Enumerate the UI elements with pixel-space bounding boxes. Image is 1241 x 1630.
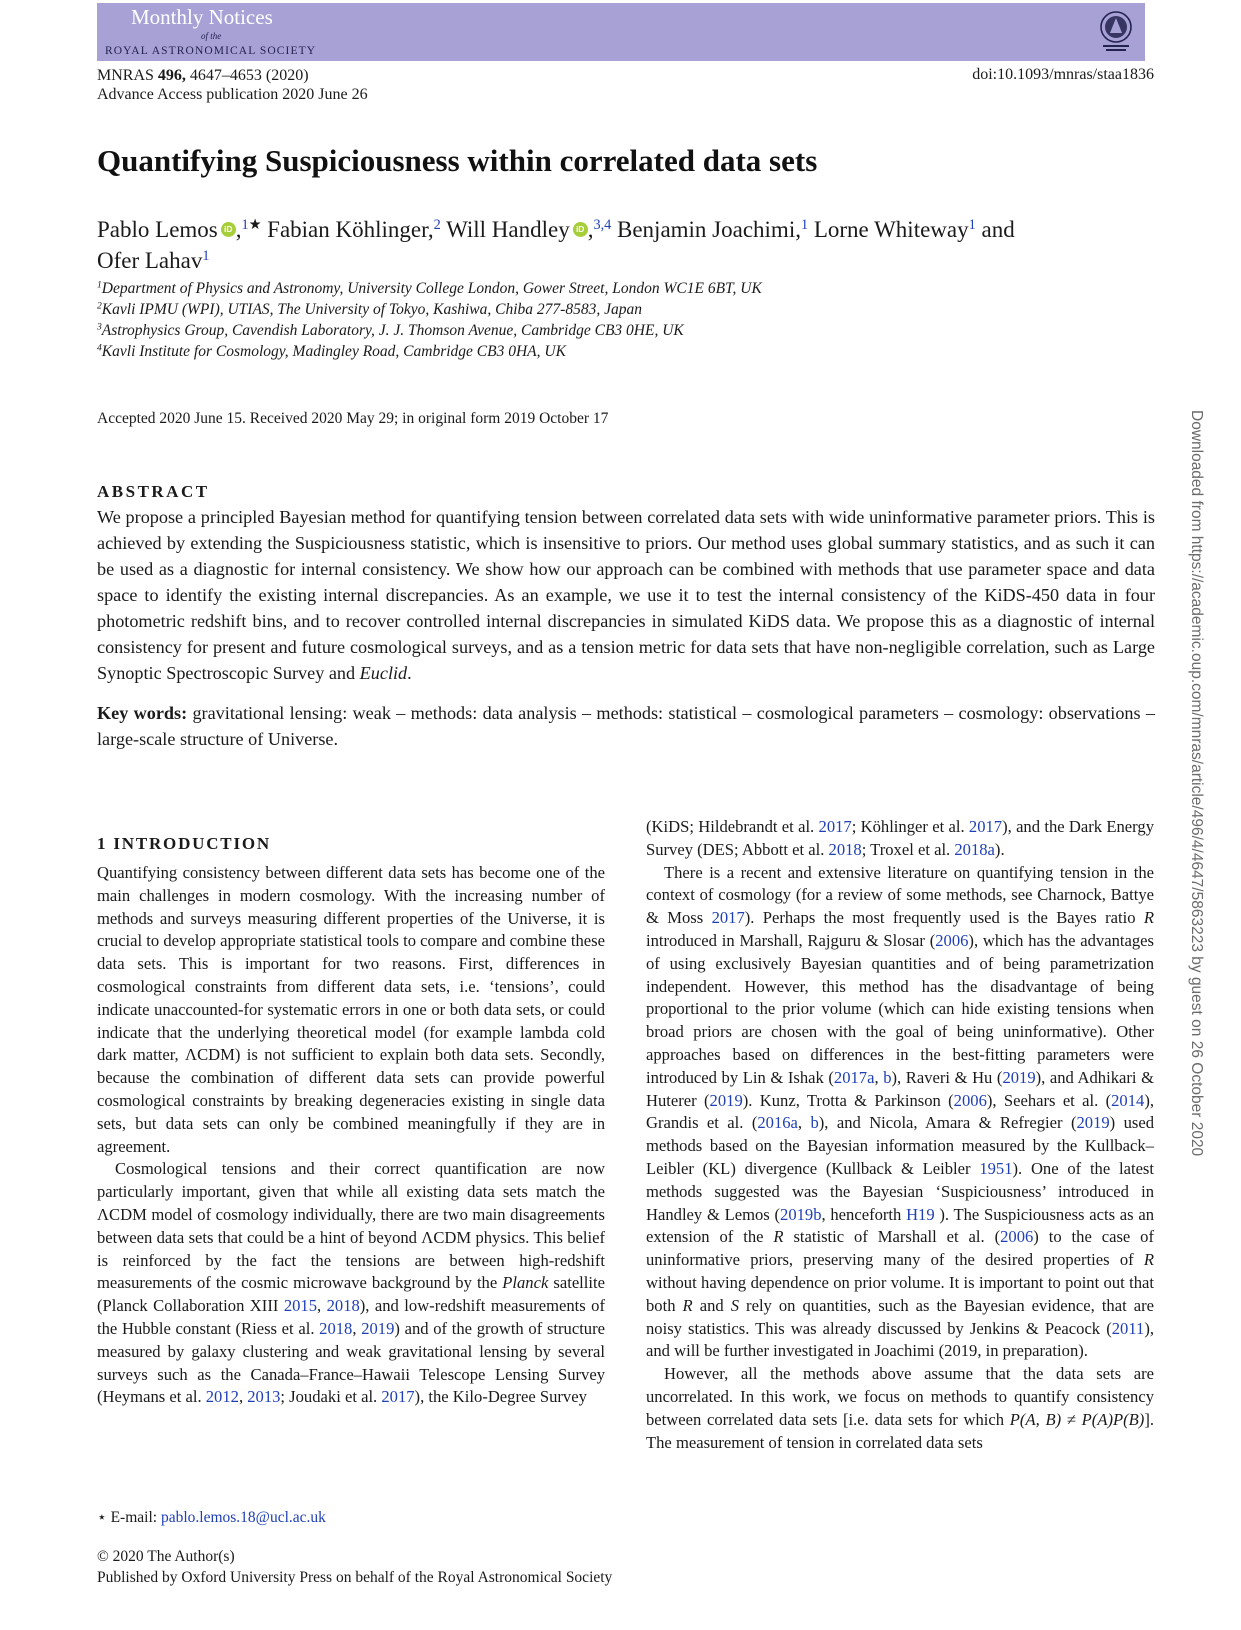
affiliation: $^3$Astrophysics Group, Cavendish Laboratory, J. J. Thomson Avenue, Cambridge CB3 0HE, UK xyxy=(97,321,684,339)
citation-link[interactable]: 2019 xyxy=(361,1318,395,1338)
citation-link[interactable]: H19 xyxy=(906,1204,935,1224)
copyright-line: © 2020 The Author(s) xyxy=(97,1548,235,1565)
keywords xyxy=(97,700,1155,752)
citation-link[interactable]: 2006 xyxy=(953,1090,987,1110)
citation-link[interactable]: b xyxy=(810,1113,819,1133)
paragraph: Quantifying consistency between different data sets has become one of the main challenges in modern cosmology. With the increasing number of methods and surveys measuring different properties of the Universe, it is crucial to develop appropriate statistical tools to compare and combine these data sets. This is important for two reasons. First, differences in cosmological constraints from different data sets, i.e. ‘tensions’, could indicate unaccounted-for systematic errors in one or both data sets, or could indicate that the underlying theoretical model (for example lambda cold dark matter, ΛCDM) is not sufficient to explain both data sets. Secondly, because the combination of different data sets can provide powerful cosmological constraints by breaking degeneracies existing in single data sets, but data sets can only be combined meaningfully if they are in agreement. xyxy=(97,863,605,1156)
email-link[interactable]: pablo.lemos.18@ucl.ac.uk xyxy=(160,1509,326,1526)
paragraph: There is a recent and extensive literature on quantifying tension in the context of cosmology (for a review of some methods, see Charnock, Battye & Moss 2017). Perhaps the most frequently used is the Bayes ratio R introduced in Marshall, Rajguru & Slosar (2006), which has the advantages of using exclusively Bayesian quantities and of being parametrization independent. However, this method has the disadvantage of being proportional to the prior volume (which can hide existing tensions when broad priors are chosen with the goal of being uninformative). Other approaches based on differences in the best-fitting parameters were introduced by Lin & Ishak (2017a, b), Raveri & Hu (2019), and Adhikari & Huterer (2019). Kunz, Trotta & Parkinson (2006), Seehars et al. (2014), Grandis et al. (2016a, b), and Nicola, Amara & Refregier (2019) used methods based on the Bayesian information measured by the Kullback–Leibler (KL) divergence (Kullback & Leibler 1951). One of the latest methods suggested was the Bayesian ‘Suspiciousness’ introduced in Handley & Lemos (2019b, henceforth H19 ). The Suspiciousness acts as an extension of the R statistic of Marshall et al. (2006) to the case of uninformative priors, preserving many of the desired properties of R without having dependence on prior volume. It is important to point out that both R and S rely on quantities, such as the Bayesian evidence, that are noisy statistics. This was already discussed by Jenkins & Peacock (2011), and will be further investigated in Joachimi (2019, in preparation). xyxy=(646,862,1155,1361)
download-watermark: Downloaded from https://academic.oup.com/mnras/article/496/4/4647/5863223 by guest on 26 October 2020 xyxy=(1188,410,1205,1157)
abstract-text: We propose a principled Bayesian method for quantifying tension between correlated data sets with wide uninformative parameter priors. This is achieved by extending the Suspiciousness statistic, which is insensitive to priors. Our method uses global summary statistics, and as such it can be used as a diagnostic for internal consistency. We show how our approach can be combined with methods that use parameter space and data space to identify the existing internal discrepancies. As an example, we use it to test the internal consistency of the KiDS-450 data in four photometric redshift bins, and to recover controlled internal discrepancies in simulated KiDS data. We propose this as a diagnostic of internal consistency for present and future cosmological surveys, and as a tension metric for data sets that have non-negligible correlation, such as Large Synoptic Spectroscopic Survey and Euclid. xyxy=(97,507,1155,683)
citation-link[interactable]: 2019 xyxy=(1076,1113,1110,1133)
section-heading-introduction: 1 INTRODUCTION xyxy=(97,834,271,853)
banner-of-the: of the xyxy=(201,31,222,41)
banner-journal-name: Monthly Notices xyxy=(131,5,273,29)
journal-citation xyxy=(97,66,368,104)
received-dates: Accepted 2020 June 15. Received 2020 May 29; in original form 2019 October 17 xyxy=(97,410,609,427)
abstract-heading: ABSTRACT xyxy=(97,482,210,501)
right-column xyxy=(646,816,1154,1454)
paper-title: Quantifying Suspiciousness within correlated data sets xyxy=(97,143,818,178)
citation-link[interactable]: 2016a xyxy=(757,1113,798,1133)
society-seal-icon xyxy=(1095,9,1137,55)
citation-link[interactable]: 2018a xyxy=(954,839,995,859)
author-name: Fabian Köhlinger, xyxy=(267,217,434,242)
orcid-icon[interactable]: iD xyxy=(573,222,588,237)
citation-link[interactable]: 2013 xyxy=(247,1387,281,1407)
citation-link[interactable]: 2017 xyxy=(818,817,852,836)
journal-banner xyxy=(97,3,1145,61)
affiliation: $^4$Kavli Institute for Cosmology, Madingley Road, Cambridge CB3 0HA, UK xyxy=(97,342,566,360)
citation-link[interactable]: 2019 xyxy=(709,1090,743,1110)
doi[interactable]: doi:10.1093/mnras/staa1836 xyxy=(972,66,1154,83)
paragraph: However, all the methods above assume that the data sets are uncorrelated. In this work, we focus on methods to quantify consistency between correlated data sets [i.e. data sets for which P(A, B) ≠ P(A)P(B)]. The measurement of tension in correlated data sets xyxy=(646,1364,1155,1452)
author-name: Lorne Whiteway xyxy=(813,217,969,242)
author-affil-link[interactable]: 1 xyxy=(800,217,809,234)
citation-link[interactable]: 2011 xyxy=(1111,1318,1145,1338)
author-affil-link[interactable]: 1 xyxy=(202,248,210,265)
advance-access: Advance Access publication 2020 June 26 xyxy=(97,86,368,103)
keywords-label: Key words: xyxy=(97,703,188,723)
citation-link[interactable]: 2017 xyxy=(711,908,745,928)
author-name: Pablo Lemos xyxy=(97,217,218,242)
citation-link[interactable]: 2017 xyxy=(381,1387,415,1407)
author-list: Pablo Lemos iD ,$^{1★}$ Fabian Köhlinger,$^2$ Will Handley iD ,$^{3,4}$ Benjamin Joachimi,$^1$ Lorne Whiteway$^1$ and Ofer Lahav$^1$ xyxy=(97,217,1015,273)
citation-link[interactable]: 2012 xyxy=(205,1387,239,1407)
citation-link[interactable]: 2019 xyxy=(1002,1067,1036,1087)
affiliation: $^2$Kavli IPMU (WPI), UTIAS, The University of Tokyo, Kashiwa, Chiba 277-8583, Japan xyxy=(97,300,642,318)
author-affil-link[interactable]: 3,4 xyxy=(593,217,612,234)
affiliations xyxy=(97,278,762,362)
author-affil-link[interactable]: 2 xyxy=(433,217,441,234)
citation-link[interactable]: 2019b xyxy=(780,1204,822,1224)
footnote-email: ⋆ E-mail: pablo.lemos.18@ucl.ac.uk xyxy=(97,1509,326,1526)
citation-link[interactable]: 1951 xyxy=(979,1158,1013,1178)
publisher-line: Published by Oxford University Press on behalf of the Royal Astronomical Society xyxy=(97,1569,613,1586)
citation-link[interactable]: 2018 xyxy=(326,1296,360,1316)
orcid-icon[interactable]: iD xyxy=(221,222,236,237)
authors-and: and xyxy=(981,217,1015,242)
left-column xyxy=(97,862,605,1409)
copyright xyxy=(97,1546,612,1588)
author-name: Ofer Lahav xyxy=(97,248,203,273)
author-affil-link[interactable]: 1 xyxy=(968,217,976,234)
author-name: Will Handley xyxy=(446,217,570,242)
banner-society: ROYAL ASTRONOMICAL SOCIETY xyxy=(105,45,317,57)
paragraph: (KiDS; Hildebrandt et al. 2017; Köhlinger et al. 2017), and the Dark Energy Survey (DES; Abbott et al. 2018; Troxel et al. 2018a). xyxy=(646,817,1154,859)
citation-prefix: MNRAS xyxy=(97,67,158,84)
citation-link[interactable]: 2018 xyxy=(319,1318,353,1338)
citation-link[interactable]: 2014 xyxy=(1111,1090,1145,1110)
affiliation: $^1$Department of Physics and Astronomy, University College London, Gower Street, London WC1E 6BT, UK xyxy=(97,279,762,297)
citation-link[interactable]: 2017 xyxy=(968,817,1003,836)
author-name: Benjamin Joachimi, xyxy=(617,217,801,242)
citation-link[interactable]: 2006 xyxy=(935,930,969,950)
citation-volume: 496, xyxy=(157,67,186,84)
citation-link[interactable]: 2015 xyxy=(283,1296,317,1316)
keywords-text: gravitational lensing: weak – methods: data analysis – methods: statistical – cosmological parameters – cosmology: observations – large-scale structure of Universe. xyxy=(97,703,1155,749)
citation-link[interactable]: 2018 xyxy=(828,839,862,859)
citation-link[interactable]: b xyxy=(883,1067,892,1087)
citation-link[interactable]: 2017a xyxy=(833,1067,875,1087)
paragraph: Cosmological tensions and their correct quantification are now particularly important, given that while all existing data sets match the ΛCDM model of cosmology individually, there are two main disagreements between data sets that could be a hint of beyond ΛCDM physics. This belief is reinforced by the fact the tensions are between high-redshift measurements of the cosmic microwave background by the Planck satellite (Planck Collaboration XIII 2015, 2018), and low-redshift measurements of the Hubble constant (Riess et al. 2018, 2019) and of the growth of structure measured by galaxy clustering and weak gravitational lensing by several surveys such as the Canada–France–Hawaii Telescope Lensing Survey (Heymans et al. 2012, 2013; Joudaki et al. 2017), the Kilo-Degree Survey xyxy=(97,1159,606,1407)
citation-pages: 4647–4653 (2020) xyxy=(185,67,309,84)
author-affil-link[interactable]: 1 xyxy=(241,217,249,234)
citation-link[interactable]: 2006 xyxy=(1000,1227,1034,1247)
